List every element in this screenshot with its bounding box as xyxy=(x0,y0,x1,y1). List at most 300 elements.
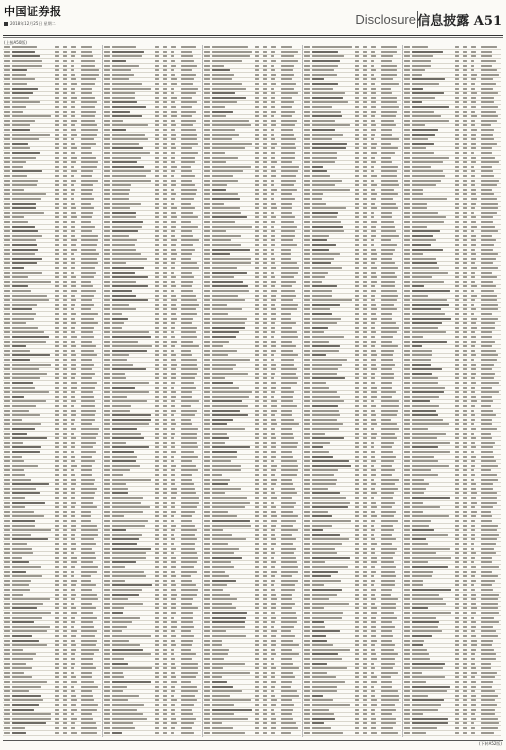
table-cell-text xyxy=(381,198,393,200)
table-cell-text xyxy=(71,552,74,554)
table-cell-text xyxy=(355,506,359,508)
table-cell-text xyxy=(481,239,496,241)
table-cell-text xyxy=(304,267,310,269)
table-row-rule xyxy=(103,592,201,593)
table-row-rule xyxy=(3,72,101,73)
table-cell-text xyxy=(381,147,398,149)
table-cell-text xyxy=(55,161,59,163)
table-cell-text xyxy=(181,207,195,209)
table-cell-text xyxy=(304,272,310,274)
table-row-rule xyxy=(203,495,301,496)
table-cell-text xyxy=(171,216,177,218)
table-cell-text xyxy=(171,672,175,674)
table-cell-text xyxy=(4,396,10,398)
table-cell-text xyxy=(212,423,227,425)
table-cell-text xyxy=(455,359,459,361)
table-cell-text xyxy=(12,193,46,195)
table-cell-text xyxy=(312,387,329,389)
table-row-rule xyxy=(303,247,401,248)
table-cell-text xyxy=(263,709,267,711)
table-cell-text xyxy=(163,534,167,536)
table-cell-text xyxy=(481,276,497,278)
table-cell-text xyxy=(163,511,167,513)
table-cell-text xyxy=(371,304,376,306)
table-row-rule xyxy=(403,468,501,469)
table-cell-text xyxy=(463,414,467,416)
square-bullet-icon xyxy=(4,22,8,26)
table-cell-text xyxy=(155,442,159,444)
table-cell-text xyxy=(171,626,177,628)
table-cell-text xyxy=(355,594,359,596)
table-cell-text xyxy=(463,262,467,264)
table-cell-text xyxy=(104,138,110,140)
table-cell-text xyxy=(355,216,359,218)
table-cell-text xyxy=(404,377,410,379)
table-cell-text xyxy=(271,55,274,57)
table-cell-text xyxy=(463,456,467,458)
table-cell-text xyxy=(163,184,167,186)
table-cell-text xyxy=(463,331,467,333)
table-cell-text xyxy=(55,152,59,154)
table-cell-text xyxy=(255,598,259,600)
table-cell-text xyxy=(412,400,430,402)
table-cell-text xyxy=(112,359,127,361)
table-cell-text xyxy=(12,147,30,149)
table-cell-text xyxy=(355,548,359,550)
table-cell-text xyxy=(4,405,10,407)
table-cell-text xyxy=(271,308,276,310)
table-cell-text xyxy=(112,377,126,379)
table-row-rule xyxy=(3,265,101,266)
table-cell-text xyxy=(371,571,376,573)
table-cell-text xyxy=(204,511,210,513)
table-cell-text xyxy=(163,262,167,264)
table-row-rule xyxy=(203,514,301,515)
table-cell-text xyxy=(112,695,139,697)
table-cell-text xyxy=(71,364,76,366)
table-row-rule xyxy=(103,380,201,381)
table-row-rule xyxy=(403,284,501,285)
table-cell-text xyxy=(81,410,96,412)
table-cell-text xyxy=(12,405,36,407)
table-row-rule xyxy=(103,173,201,174)
table-cell-text xyxy=(404,488,410,490)
table-cell-text xyxy=(355,221,359,223)
table-cell-text xyxy=(63,180,67,182)
table-cell-text xyxy=(104,143,110,145)
table-cell-text xyxy=(404,322,410,324)
table-cell-text xyxy=(455,331,459,333)
table-row-rule xyxy=(403,357,501,358)
table-cell-text xyxy=(181,704,194,706)
table-row-rule xyxy=(403,532,501,533)
table-cell-text xyxy=(455,111,459,113)
table-cell-text xyxy=(263,198,267,200)
table-cell-text xyxy=(63,124,67,126)
table-cell-text xyxy=(81,258,97,260)
table-cell-text xyxy=(204,267,210,269)
table-cell-text xyxy=(481,313,492,315)
table-cell-text xyxy=(181,51,192,53)
table-cell-text xyxy=(4,345,10,347)
table-cell-text xyxy=(271,157,275,159)
table-cell-text xyxy=(55,216,59,218)
table-cell-text xyxy=(204,175,210,177)
table-row-rule xyxy=(3,187,101,188)
table-cell-text xyxy=(55,318,59,320)
table-row-rule xyxy=(203,597,301,598)
table-cell-text xyxy=(355,69,359,71)
table-cell-text xyxy=(304,101,310,103)
table-cell-text xyxy=(463,69,467,71)
table-cell-text xyxy=(355,727,359,729)
table-cell-text xyxy=(212,377,225,379)
table-cell-text xyxy=(155,221,159,223)
table-cell-text xyxy=(155,653,159,655)
table-cell-text xyxy=(112,189,130,191)
table-cell-text xyxy=(412,166,431,168)
table-row-rule xyxy=(103,49,201,50)
table-cell-text xyxy=(212,221,235,223)
table-cell-text xyxy=(12,469,24,471)
table-cell-text xyxy=(304,676,310,678)
table-cell-text xyxy=(255,663,259,665)
table-cell-text xyxy=(463,129,467,131)
table-cell-text xyxy=(271,695,275,697)
table-cell-text xyxy=(63,313,67,315)
table-cell-text xyxy=(455,552,459,554)
table-cell-text xyxy=(481,428,497,430)
table-row-rule xyxy=(403,206,501,207)
table-row-rule xyxy=(403,132,501,133)
table-cell-text xyxy=(55,221,59,223)
table-cell-text xyxy=(271,299,276,301)
table-cell-text xyxy=(71,483,76,485)
table-cell-text xyxy=(104,649,110,651)
table-cell-text xyxy=(204,244,210,246)
table-cell-text xyxy=(412,198,447,200)
table-cell-text xyxy=(371,506,377,508)
table-cell-text xyxy=(71,543,76,545)
table-cell-text xyxy=(204,709,210,711)
table-cell-text xyxy=(471,249,475,251)
table-cell-text xyxy=(12,640,39,642)
table-cell-text xyxy=(163,502,167,504)
table-cell-text xyxy=(463,203,467,205)
table-cell-text xyxy=(163,281,167,283)
table-cell-text xyxy=(263,341,267,343)
table-cell-text xyxy=(163,354,167,356)
table-cell-text xyxy=(171,391,176,393)
table-cell-text xyxy=(71,433,74,435)
table-cell-text xyxy=(255,635,259,637)
table-cell-text xyxy=(63,727,67,729)
table-row-rule xyxy=(103,735,201,736)
table-cell-text xyxy=(471,262,475,264)
table-cell-text xyxy=(404,350,410,352)
table-row-rule xyxy=(303,472,401,473)
table-cell-text xyxy=(81,584,96,586)
table-row-rule xyxy=(203,693,301,694)
table-cell-text xyxy=(463,322,467,324)
table-cell-text xyxy=(204,313,210,315)
table-row-rule xyxy=(303,587,401,588)
table-cell-text xyxy=(263,350,267,352)
table-cell-text xyxy=(371,216,374,218)
table-cell-text xyxy=(63,460,67,462)
table-cell-text xyxy=(304,649,310,651)
table-cell-text xyxy=(163,538,167,540)
table-row-rule xyxy=(103,330,201,331)
table-cell-text xyxy=(355,552,359,554)
table-cell-text xyxy=(163,566,167,568)
table-cell-text xyxy=(4,492,10,494)
table-cell-text xyxy=(304,607,310,609)
table-cell-text xyxy=(363,410,367,412)
table-cell-text xyxy=(263,419,267,421)
table-cell-text xyxy=(104,474,110,476)
table-row-rule xyxy=(403,224,501,225)
table-cell-text xyxy=(481,143,497,145)
table-cell-text xyxy=(255,474,259,476)
table-cell-text xyxy=(112,686,127,688)
table-cell-text xyxy=(271,138,275,140)
table-cell-text xyxy=(312,672,327,674)
table-cell-text xyxy=(212,479,230,481)
table-cell-text xyxy=(212,663,245,665)
table-cell-text xyxy=(281,345,296,347)
table-row-rule xyxy=(303,233,401,234)
table-row-rule xyxy=(3,357,101,358)
table-row-rule xyxy=(203,279,301,280)
table-cell-text xyxy=(171,97,177,99)
table-cell-text xyxy=(155,635,159,637)
table-cell-text xyxy=(312,391,337,393)
table-cell-text xyxy=(171,437,174,439)
table-cell-text xyxy=(163,483,167,485)
table-cell-text xyxy=(4,640,10,642)
table-cell-text xyxy=(255,460,259,462)
table-cell-text xyxy=(371,290,376,292)
table-cell-text xyxy=(255,262,259,264)
table-cell-text xyxy=(255,327,259,329)
table-cell-text xyxy=(312,699,333,701)
table-cell-text xyxy=(381,253,393,255)
table-cell-text xyxy=(163,437,167,439)
table-cell-text xyxy=(471,60,474,62)
table-cell-text xyxy=(212,658,224,660)
table-cell-text xyxy=(212,138,232,140)
table-cell-text xyxy=(163,138,167,140)
table-row-rule xyxy=(103,449,201,450)
table-cell-text xyxy=(171,410,176,412)
table-cell-text xyxy=(455,373,459,375)
table-cell-text xyxy=(171,727,175,729)
table-cell-text xyxy=(271,65,274,67)
table-cell-text xyxy=(171,65,176,67)
table-cell-text xyxy=(481,474,497,476)
table-cell-text xyxy=(255,644,259,646)
table-cell-text xyxy=(255,308,259,310)
table-cell-text xyxy=(71,557,77,559)
table-cell-text xyxy=(312,60,340,62)
table-cell-text xyxy=(163,520,167,522)
table-row-rule xyxy=(203,546,301,547)
table-cell-text xyxy=(255,653,259,655)
table-cell-text xyxy=(212,193,238,195)
table-cell-text xyxy=(163,78,167,80)
table-cell-text xyxy=(281,534,292,536)
table-cell-text xyxy=(55,92,59,94)
table-cell-text xyxy=(12,644,47,646)
table-row-rule xyxy=(103,463,201,464)
table-cell-text xyxy=(12,497,25,499)
table-cell-text xyxy=(471,391,475,393)
table-cell-text xyxy=(171,51,174,53)
table-cell-text xyxy=(171,258,176,260)
table-cell-text xyxy=(171,676,176,678)
table-cell-text xyxy=(204,589,210,591)
table-cell-text xyxy=(12,46,37,48)
table-cell-text xyxy=(204,331,210,333)
table-cell-text xyxy=(104,727,110,729)
table-cell-text xyxy=(271,272,274,274)
table-cell-text xyxy=(363,322,367,324)
table-cell-text xyxy=(312,410,339,412)
table-cell-text xyxy=(181,377,195,379)
table-cell-text xyxy=(404,543,410,545)
table-cell-text xyxy=(363,575,367,577)
table-cell-text xyxy=(271,373,275,375)
table-cell-text xyxy=(81,607,96,609)
table-cell-text xyxy=(281,258,291,260)
table-cell-text xyxy=(404,465,410,467)
table-cell-text xyxy=(455,272,459,274)
table-cell-text xyxy=(12,212,44,214)
table-cell-text xyxy=(455,134,459,136)
table-cell-text xyxy=(371,207,377,209)
table-cell-text xyxy=(481,400,493,402)
table-cell-text xyxy=(104,147,110,149)
table-cell-text xyxy=(255,640,259,642)
table-cell-text xyxy=(104,617,110,619)
table-cell-text xyxy=(312,732,343,734)
table-cell-text xyxy=(4,364,10,366)
table-cell-text xyxy=(204,180,210,182)
table-cell-text xyxy=(271,147,275,149)
table-cell-text xyxy=(171,101,175,103)
table-cell-text xyxy=(71,635,76,637)
table-cell-text xyxy=(212,60,242,62)
table-cell-text xyxy=(204,525,210,527)
table-cell-text xyxy=(455,221,459,223)
table-cell-text xyxy=(63,589,67,591)
table-cell-text xyxy=(55,709,59,711)
table-cell-text xyxy=(104,437,110,439)
table-cell-text xyxy=(281,124,295,126)
table-cell-text xyxy=(363,474,367,476)
table-cell-text xyxy=(71,672,74,674)
table-row-rule xyxy=(303,532,401,533)
table-cell-text xyxy=(355,543,359,545)
table-cell-text xyxy=(371,134,375,136)
table-row-rule xyxy=(303,463,401,464)
table-row-rule xyxy=(303,399,401,400)
table-cell-text xyxy=(371,382,375,384)
table-cell-text xyxy=(281,101,294,103)
table-cell-text xyxy=(481,354,498,356)
table-cell-text xyxy=(355,295,359,297)
table-cell-text xyxy=(112,437,144,439)
table-cell-text xyxy=(363,382,367,384)
table-cell-text xyxy=(63,603,67,605)
table-row-rule xyxy=(103,564,201,565)
table-cell-text xyxy=(204,341,210,343)
table-cell-text xyxy=(81,566,98,568)
table-cell-text xyxy=(4,180,10,182)
table-cell-text xyxy=(263,258,267,260)
table-cell-text xyxy=(63,368,67,370)
table-cell-text xyxy=(304,92,310,94)
table-cell-text xyxy=(371,469,376,471)
table-cell-text xyxy=(412,373,432,375)
table-row-rule xyxy=(403,486,501,487)
table-cell-text xyxy=(404,368,410,370)
table-cell-text xyxy=(155,621,159,623)
table-cell-text xyxy=(412,313,445,315)
table-cell-text xyxy=(163,120,167,122)
table-row-rule xyxy=(403,344,501,345)
table-cell-text xyxy=(304,612,310,614)
table-cell-text xyxy=(455,281,459,283)
table-cell-text xyxy=(271,106,275,108)
table-cell-text xyxy=(381,451,393,453)
table-cell-text xyxy=(55,350,59,352)
table-row-rule xyxy=(303,551,401,552)
table-cell-text xyxy=(281,364,294,366)
table-cell-text xyxy=(163,695,167,697)
table-cell-text xyxy=(355,354,359,356)
table-cell-text xyxy=(71,203,75,205)
table-cell-text xyxy=(204,203,210,205)
table-cell-text xyxy=(4,106,10,108)
table-cell-text xyxy=(263,405,267,407)
table-cell-text xyxy=(481,184,497,186)
table-cell-text xyxy=(255,364,259,366)
table-cell-text xyxy=(363,709,367,711)
table-cell-text xyxy=(463,111,467,113)
table-cell-text xyxy=(312,97,343,99)
table-cell-text xyxy=(263,727,267,729)
table-cell-text xyxy=(263,359,267,361)
table-cell-text xyxy=(281,322,296,324)
table-cell-text xyxy=(212,115,226,117)
table-cell-text xyxy=(271,382,276,384)
table-cell-text xyxy=(181,584,196,586)
table-cell-text xyxy=(312,276,325,278)
table-cell-text xyxy=(81,635,95,637)
table-row-rule xyxy=(103,219,201,220)
table-row-rule xyxy=(303,118,401,119)
table-cell-text xyxy=(481,405,491,407)
table-cell-text xyxy=(171,166,177,168)
table-row-rule xyxy=(103,210,201,211)
table-cell-text xyxy=(281,318,291,320)
table-cell-text xyxy=(412,239,436,241)
table-cell-text xyxy=(12,681,47,683)
table-row-rule xyxy=(103,307,201,308)
table-cell-text xyxy=(404,318,410,320)
